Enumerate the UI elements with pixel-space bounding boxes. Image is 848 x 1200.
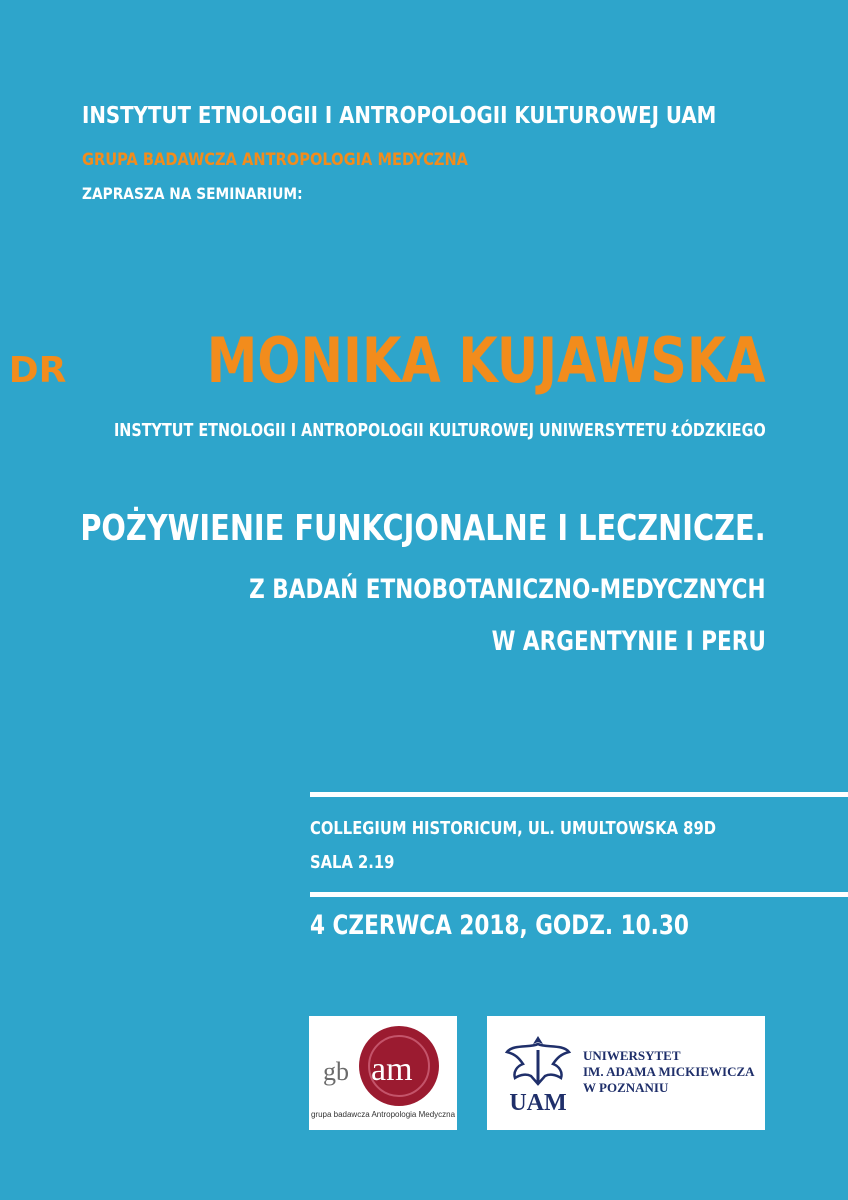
gbam-logo-panel <box>309 1016 457 1130</box>
uam-name-text <box>583 1048 755 1096</box>
gbam-logo-icon <box>319 1022 447 1110</box>
divider-top <box>310 792 848 797</box>
speaker-affiliation: INSTYTUT ETNOLOGII I ANTROPOLOGII KULTUROWEJ UNIWERSYTETU ŁÓDZKIEGO <box>114 420 766 441</box>
talk-title-line-2: Z BADAŃ ETNOBOTANICZNO-MEDYCZNYCH <box>249 574 766 605</box>
event-datetime: 4 CZERWCA 2018, GODZ. 10.30 <box>310 910 689 941</box>
talk-title-line-1: POŻYWIENIE FUNKCJONALNE I LECZNICZE. <box>80 508 766 549</box>
talk-title-line-3: W ARGENTYNIE I PERU <box>491 626 766 657</box>
gbam-am-text: am <box>371 1051 413 1088</box>
research-group-name: GRUPA BADAWCZA ANTROPOLOGIA MEDYCZNA <box>82 150 469 170</box>
uam-eagle-crest-icon <box>503 1030 573 1116</box>
event-room: SALA 2.19 <box>310 852 395 873</box>
speaker-name: MONIKA KUJAWSKA <box>207 324 766 397</box>
uam-logo-panel <box>487 1016 765 1130</box>
speaker-name-block <box>8 324 766 397</box>
gbam-gb-text: gb <box>323 1057 349 1086</box>
uam-name-line-2: IM. ADAMA MICKIEWICZA <box>583 1064 755 1079</box>
gbam-caption: grupa badawcza Antropologia Medyczna <box>310 1110 456 1119</box>
event-venue: COLLEGIUM HISTORICUM, UL. UMULTOWSKA 89D <box>310 818 716 839</box>
speaker-title: DR <box>8 350 67 391</box>
invitation-line: ZAPRASZA NA SEMINARIUM: <box>82 184 303 203</box>
uam-name-line-3: W POZNANIU <box>583 1080 669 1095</box>
institute-heading: INSTYTUT ETNOLOGII I ANTROPOLOGII KULTUROWEJ UAM <box>82 103 717 129</box>
uam-mark-text: UAM <box>509 1090 567 1116</box>
uam-name-line-1: UNIWERSYTET <box>583 1048 681 1063</box>
divider-bottom <box>310 892 848 897</box>
